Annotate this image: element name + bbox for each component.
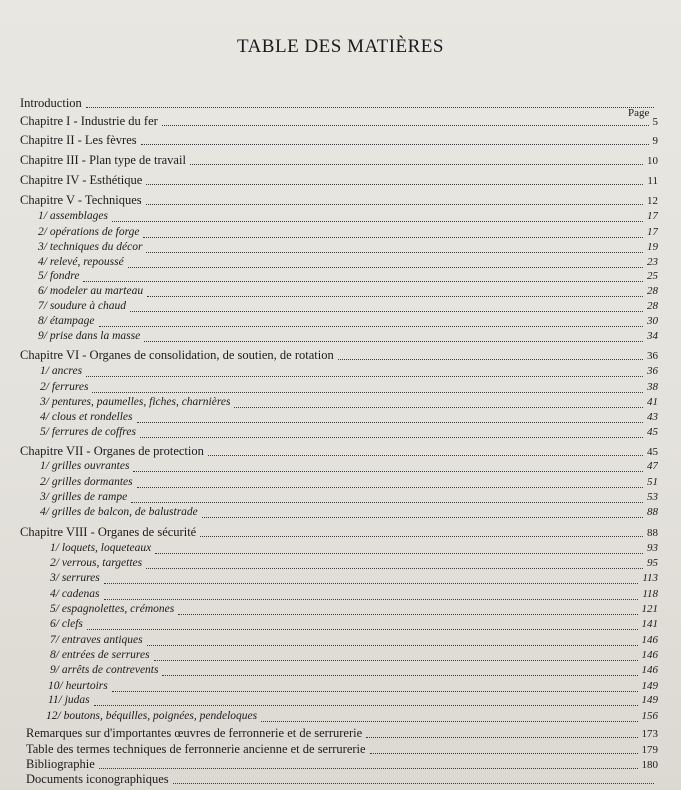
dot-leader xyxy=(338,359,643,360)
toc-chapter-row xyxy=(20,193,658,209)
toc-section-row xyxy=(50,572,658,588)
dot-leader xyxy=(99,768,638,769)
dot-leader xyxy=(130,311,643,312)
dot-leader xyxy=(147,296,643,297)
dot-leader xyxy=(146,568,643,569)
toc-page-number: 17 xyxy=(647,210,658,222)
toc-page-number: 47 xyxy=(647,460,658,472)
toc-page-number: 38 xyxy=(647,381,658,393)
dot-leader xyxy=(202,517,643,518)
toc-entry-label: 10/ heurtoirs xyxy=(48,680,108,692)
toc-section-row xyxy=(50,542,658,558)
toc-appendix-row xyxy=(26,742,658,758)
toc-chapter-row xyxy=(20,133,658,149)
dot-leader xyxy=(137,487,643,488)
toc-entry-label: Chapitre VIII - Organes de sécurité xyxy=(20,525,197,539)
toc-section-row xyxy=(40,396,658,412)
toc-page-number: 5 xyxy=(652,116,658,128)
toc-page-number: 149 xyxy=(641,694,658,706)
toc-page-number: 88 xyxy=(647,506,658,518)
dot-leader xyxy=(83,281,643,282)
toc-entry-label: Chapitre V - Techniques xyxy=(20,193,142,207)
toc-page-number: 113 xyxy=(642,572,658,584)
toc-entry-label: 2/ grilles dormantes xyxy=(40,476,133,488)
toc-entry-label: 4/ cadenas xyxy=(50,588,100,600)
toc-chapter-row xyxy=(20,114,658,130)
dot-leader xyxy=(87,629,638,630)
toc-entry-label: 1/ ancres xyxy=(40,365,83,377)
toc-section-row xyxy=(40,426,658,442)
toc-section-row xyxy=(50,649,658,665)
toc-page-number: 41 xyxy=(647,396,658,408)
toc-entry-label: 8/ étampage xyxy=(38,315,95,327)
page-title: TABLE DES MATIÈRES xyxy=(237,36,444,57)
toc-entry-label: 2/ verrous, targettes xyxy=(50,557,143,569)
toc-entry-label: 3/ pentures, paumelles, fiches, charnières xyxy=(40,396,231,408)
toc-chapter-row xyxy=(20,444,658,460)
toc-page-number: 146 xyxy=(641,634,658,646)
toc-entry-label: Table des termes techniques de ferronnerie ancienne et de serrurerie xyxy=(26,742,366,756)
toc-page-number: 9 xyxy=(652,135,658,147)
toc-entry-label: 3/ serrures xyxy=(50,572,100,584)
toc-page-number: 30 xyxy=(647,315,658,327)
toc-page-number: 95 xyxy=(647,557,658,569)
toc-entry-label: 9/ prise dans la masse xyxy=(38,330,141,342)
dot-leader xyxy=(140,437,643,438)
toc-entry-label: 6/ clefs xyxy=(50,618,83,630)
toc-appendix-row xyxy=(26,772,658,788)
toc-entry-label: 2/ opérations de forge xyxy=(38,226,140,238)
toc-page-number: 149 xyxy=(641,680,658,692)
toc-page-number: 34 xyxy=(647,330,658,342)
toc-page-number: 179 xyxy=(641,744,658,756)
toc-entry-label: Chapitre III - Plan type de travail xyxy=(20,153,186,167)
toc-entry-label: Chapitre VI - Organes de consolidation, de soutien, de rotation xyxy=(20,348,334,362)
toc-page-number: 121 xyxy=(641,603,658,615)
toc-appendix-row xyxy=(26,757,658,773)
toc-page-number: 28 xyxy=(647,285,658,297)
dot-leader xyxy=(234,407,643,408)
toc-page-number: 146 xyxy=(641,649,658,661)
toc-section-row xyxy=(50,618,658,634)
dot-leader xyxy=(94,705,638,706)
dot-leader xyxy=(92,392,643,393)
toc-section-row xyxy=(50,557,658,573)
toc-page-number: 19 xyxy=(647,241,658,253)
toc-entry-label: 6/ modeler au marteau xyxy=(38,285,144,297)
dot-leader xyxy=(99,326,643,327)
toc-entry-label: 4/ relevé, repoussé xyxy=(38,256,124,268)
toc-chapter-row xyxy=(20,525,658,541)
toc-entry-label: 5/ espagnolettes, crémones xyxy=(50,603,175,615)
toc-page-number: 11 xyxy=(647,175,658,187)
page-column-header: Page xyxy=(628,107,650,119)
toc-page-number: 43 xyxy=(647,411,658,423)
toc-section-row xyxy=(38,285,658,301)
toc-entry-label: 4/ clous et rondelles xyxy=(40,411,133,423)
toc-section-row xyxy=(50,603,658,619)
toc-page-number: 28 xyxy=(647,300,658,312)
dot-leader xyxy=(104,583,639,584)
dot-leader xyxy=(155,553,643,554)
toc-section-row xyxy=(40,506,658,522)
dot-leader xyxy=(208,455,643,456)
dot-leader xyxy=(141,144,649,145)
toc-page-number: 51 xyxy=(647,476,658,488)
toc-page-number: 45 xyxy=(647,426,658,438)
dot-leader xyxy=(146,204,643,205)
toc-section-row xyxy=(38,270,658,286)
dot-leader xyxy=(173,783,654,784)
dot-leader xyxy=(261,721,637,722)
toc-entry-label: 9/ arrêts de contrevents xyxy=(50,664,159,676)
dot-leader xyxy=(146,184,643,185)
dot-leader xyxy=(86,107,654,108)
toc-entry-label: 3/ techniques du décor xyxy=(38,241,143,253)
toc-entry-label: 11/ judas xyxy=(48,694,90,706)
dot-leader xyxy=(366,737,637,738)
toc-entry-label: Bibliographie xyxy=(26,757,95,771)
toc-entry-label: Chapitre VII - Organes de protection xyxy=(20,444,204,458)
toc-entry-label: 3/ grilles de rampe xyxy=(40,491,128,503)
dot-leader xyxy=(200,536,643,537)
toc-page-number: 25 xyxy=(647,270,658,282)
toc-section-row xyxy=(38,226,658,242)
toc-section-row xyxy=(38,300,658,316)
toc-page-number: 10 xyxy=(647,155,658,167)
toc-entry-label: Chapitre I - Industrie du fer xyxy=(20,114,158,128)
toc-page-number: 88 xyxy=(647,527,658,539)
toc-page-number: 45 xyxy=(647,446,658,458)
toc-entry-label: Chapitre IV - Esthétique xyxy=(20,173,143,187)
dot-leader xyxy=(131,502,643,503)
toc-entry-label: 1/ assemblages xyxy=(38,210,108,222)
toc-section-row xyxy=(40,460,658,476)
toc-page-number: 53 xyxy=(647,491,658,503)
toc-section-row xyxy=(46,710,658,726)
toc-section-row xyxy=(50,588,658,604)
toc-section-row xyxy=(40,365,658,381)
toc-entry-label: 1/ loquets, loqueteaux xyxy=(50,542,152,554)
toc-entry-label: Introduction xyxy=(20,96,82,110)
dot-leader xyxy=(112,691,638,692)
dot-leader xyxy=(104,599,639,600)
dot-leader xyxy=(128,267,643,268)
toc-entry-label: 2/ ferrures xyxy=(40,381,89,393)
toc-section-row xyxy=(38,241,658,257)
toc-page-number: 23 xyxy=(647,256,658,268)
toc-appendix-row xyxy=(26,726,658,742)
toc-section-row xyxy=(40,411,658,427)
dot-leader xyxy=(154,660,638,661)
toc-page-number: 36 xyxy=(647,350,658,362)
toc-entry-label: 1/ grilles ouvrantes xyxy=(40,460,130,472)
dot-leader xyxy=(137,422,643,423)
toc-entry-label: 8/ entrées de serrures xyxy=(50,649,150,661)
toc-section-row xyxy=(40,381,658,397)
toc-section-row xyxy=(40,491,658,507)
dot-leader xyxy=(162,675,637,676)
toc-section-row xyxy=(48,694,658,710)
dot-leader xyxy=(147,645,638,646)
toc-section-row xyxy=(50,664,658,680)
toc-entry-label: 7/ entraves antiques xyxy=(50,634,143,646)
toc-page-number: 36 xyxy=(647,365,658,377)
toc-entry-label: 5/ fondre xyxy=(38,270,80,282)
toc-entry-label: 5/ ferrures de coffres xyxy=(40,426,136,438)
toc-entry-label: 12/ boutons, béquilles, poignées, pendeloques xyxy=(46,710,258,722)
toc-section-row xyxy=(50,634,658,650)
toc-page-number: 146 xyxy=(641,664,658,676)
dot-leader xyxy=(143,237,643,238)
toc-page-number: 118 xyxy=(642,588,658,600)
toc-chapter-row xyxy=(20,153,658,169)
dot-leader xyxy=(112,221,643,222)
toc-entry-label: 7/ soudure à chaud xyxy=(38,300,127,312)
toc-chapter-row xyxy=(20,96,658,112)
toc-page-number: 141 xyxy=(641,618,658,630)
toc-section-row xyxy=(38,210,658,226)
toc-chapter-row xyxy=(20,348,658,364)
toc-section-row xyxy=(40,476,658,492)
toc-entry-label: 4/ grilles de balcon, de balustrade xyxy=(40,506,198,518)
toc-entry-label: Chapitre II - Les fèvres xyxy=(20,133,137,147)
dot-leader xyxy=(86,376,643,377)
dot-leader xyxy=(144,341,643,342)
toc-page-number: 93 xyxy=(647,542,658,554)
toc-section-row xyxy=(38,315,658,331)
dot-leader xyxy=(370,753,638,754)
toc-page-number: 180 xyxy=(641,759,658,771)
toc-page-number: 17 xyxy=(647,226,658,238)
toc-chapter-row xyxy=(20,173,658,189)
toc-entry-label: Documents iconographiques xyxy=(26,772,169,786)
dot-leader xyxy=(146,252,643,253)
toc-page-number: 173 xyxy=(641,728,658,740)
dot-leader xyxy=(178,614,637,615)
toc-section-row xyxy=(38,330,658,346)
toc-page-number: 156 xyxy=(641,710,658,722)
dot-leader xyxy=(133,471,643,472)
toc-page-number: 12 xyxy=(647,195,658,207)
toc-entry-label: Remarques sur d'importantes œuvres de ferronnerie et de serrurerie xyxy=(26,726,363,740)
dot-leader xyxy=(190,164,643,165)
dot-leader xyxy=(162,125,649,126)
